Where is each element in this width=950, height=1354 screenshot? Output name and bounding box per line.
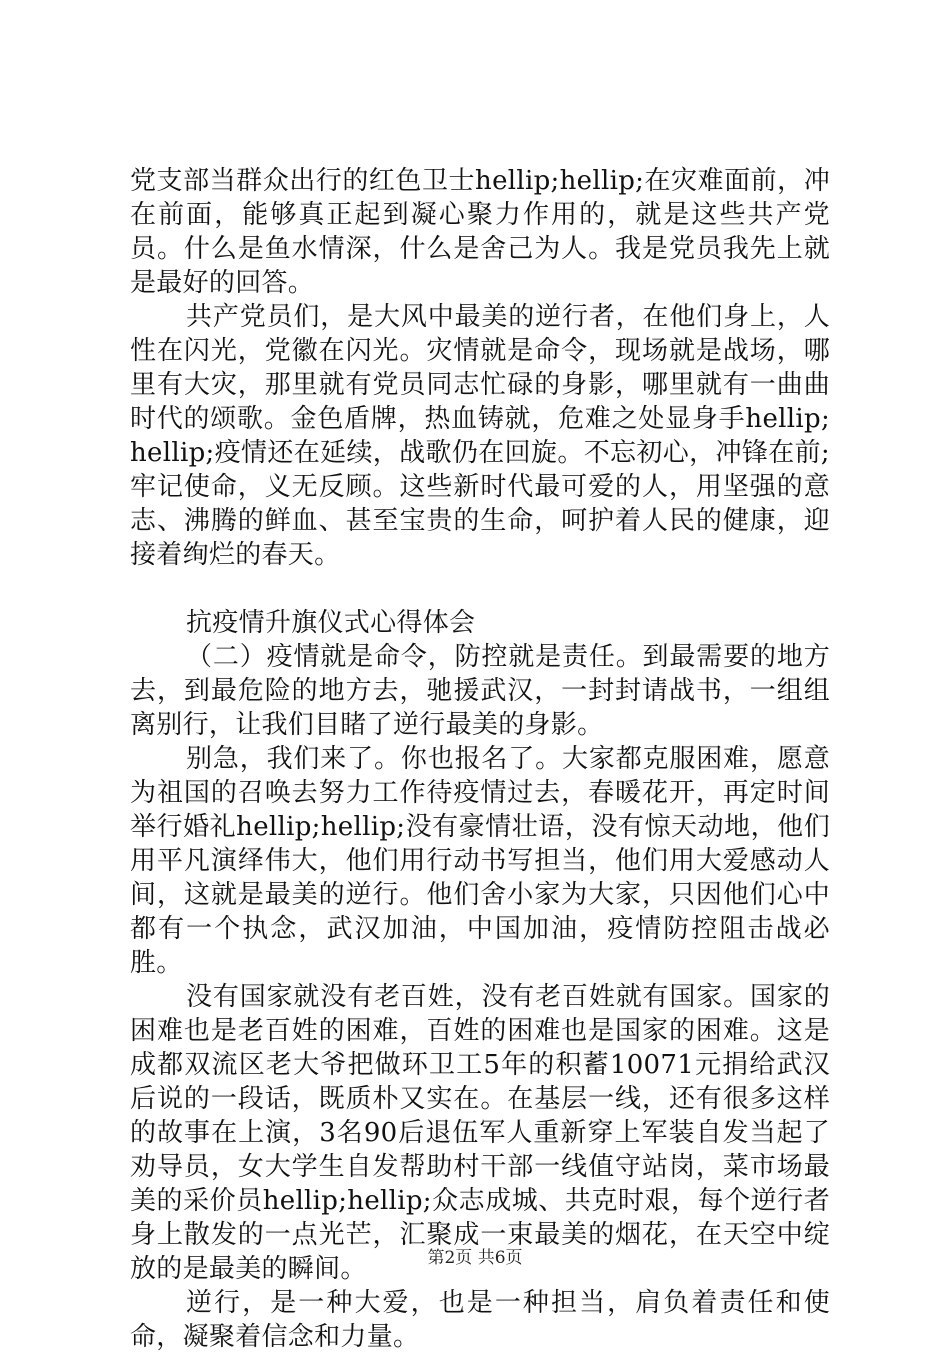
paragraph-retrograde: 逆行，是一种大爱，也是一种担当，肩负着责任和使命，凝聚着信念和力量。 <box>130 1288 830 1352</box>
section-title: 抗疫情升旗仪式心得体会 <box>186 608 476 638</box>
document-body <box>130 164 830 1354</box>
paragraph-epidemic-order: （二）疫情就是命令，防控就是责任。到最需要的地方去，到最危险的地方去，驰援武汉，一封封请战书，一组组离别行，让我们目睹了逆行最美的身影。 <box>130 642 830 740</box>
paragraph-we-are-here: 别急，我们来了。你也报名了。大家都克服困难，愿意为祖国的召唤去努力工作待疫情过去，春暖花开，再定时间举行婚礼hellip;hellip;没有豪情壮语，没有惊天动地，他们用平凡演绎伟大，他们用行动书写担当，他们用大爱感动人间，这就是最美的逆行。他们舍小家为大家，只因他们心中都有一个执念，武汉加油，中国加油，疫情防控阻击战必胜。 <box>130 744 830 978</box>
page-number-footer: 第2页 共6页 <box>427 1248 523 1268</box>
paragraph-party-members: 共产党员们，是大风中最美的逆行者，在他们身上，人性在闪光，党徽在闪光。灾情就是命令，现场就是战场，哪里有大灾，那里就有党员同志忙碌的身影，哪里就有一曲曲时代的颂歌。金色盾牌，热血铸就，危难之处显身手hellip;hellip;疫情还在延续，战歌仍在回旋。不忘初心，冲锋在前;牢记使命，义无反顾。这些新时代最可爱的人，用坚强的意志、沸腾的鲜血、甚至宝贵的生命，呵护着人民的健康，迎接着绚烂的春天。 <box>130 302 830 570</box>
paragraph-continuation: 党支部当群众出行的红色卫士hellip;hellip;在灾难面前，冲在前面，能够真正起到凝心聚力作用的，就是这些共产党员。什么是鱼水情深，什么是舍己为人。我是党员我先上就是最好的回答。 <box>130 166 830 298</box>
paragraph-country-people: 没有国家就没有老百姓，没有老百姓就有国家。国家的困难也是老百姓的困难，百姓的困难也是国家的困难。这是成都双流区老大爷把做环卫工5年的积蓄10071元捐给武汉后说的一段话，既质朴又实在。在基层一线，还有很多这样的故事在上演，3名90后退伍军人重新穿上军装自发当起了劝导员，女大学生自发帮助村干部一线值守站岗，菜市场最美的采价员hellip;hellip;众志成城、共克时艰，每个逆行者身上散发的一点光芒，汇聚成一束最美的烟花，在天空中绽放的是最美的瞬间。 <box>130 982 830 1284</box>
